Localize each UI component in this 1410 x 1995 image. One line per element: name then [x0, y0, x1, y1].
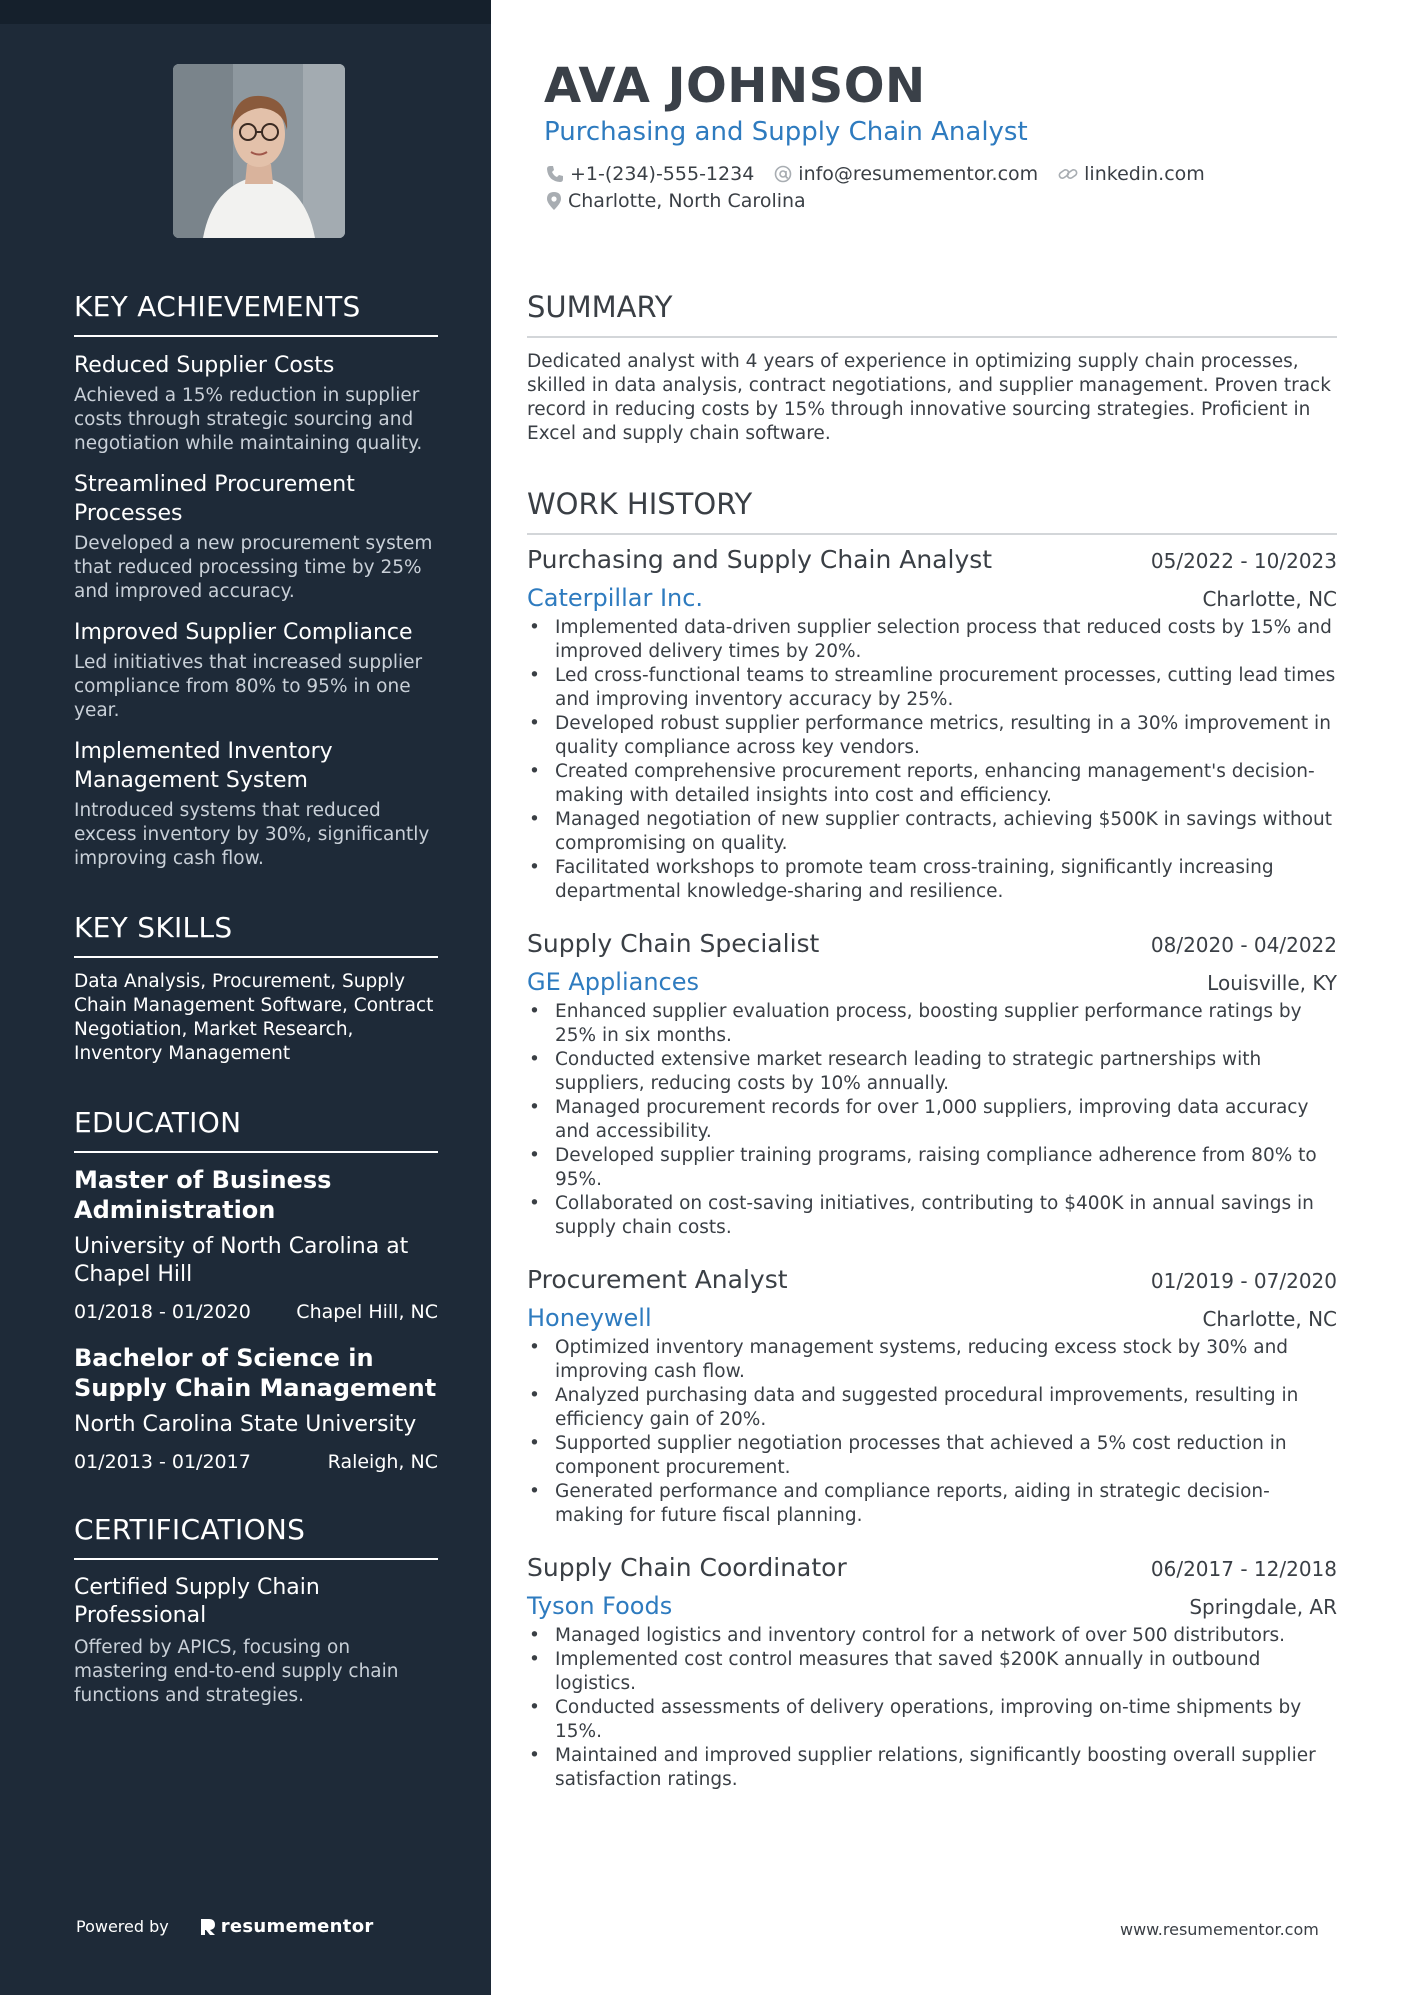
- education-heading: EDUCATION: [74, 1106, 438, 1153]
- job-bullet: • Conducted assessments of delivery operations, improving on-time shipments by 15%.: [527, 1696, 1337, 1744]
- job-entry: [527, 929, 1337, 1240]
- education-meta: [74, 1451, 438, 1473]
- job-bullets: [527, 1000, 1337, 1240]
- job-role: Purchasing and Supply Chain Analyst: [527, 545, 993, 574]
- certification-title: Certified Supply Chain Professional: [74, 1575, 320, 1628]
- sidebar: [0, 0, 491, 1995]
- contact-phone[interactable]: [546, 163, 754, 185]
- job-bullet: • Maintained and improved supplier relations, significantly boosting overall supplier satisfaction ratings.: [527, 1744, 1337, 1792]
- job-bullet: • Implemented data-driven supplier selection process that reduced costs by 15% and improved delivery times by 20%.: [527, 616, 1337, 664]
- job-bullet: • Developed supplier training programs, raising compliance adherence from 80% to 95%.: [527, 1144, 1337, 1192]
- job-bullets: [527, 1624, 1337, 1792]
- job-dates: 08/2020 - 04/2022: [1150, 933, 1337, 957]
- brand-logo[interactable]: [199, 1916, 374, 1937]
- profile-photo-image: [173, 64, 345, 238]
- contact-row-location: [546, 190, 826, 212]
- job-bullet: • Created comprehensive procurement reports, enhancing management's decision-making with detailed insights into cost and efficiency.: [527, 760, 1337, 808]
- achievements-list: [74, 351, 438, 871]
- job-bullet: • Managed procurement records for over 1,000 suppliers, improving data accuracy and accessibility.: [527, 1096, 1337, 1144]
- footer-url[interactable]: www.resumementor.com: [1120, 1920, 1319, 1939]
- achievement-title: Implemented Inventory Management System: [74, 739, 333, 793]
- job-company: GE Appliances: [527, 968, 699, 996]
- job-location: Springdale, AR: [1189, 1595, 1337, 1619]
- powered-by: [76, 1916, 374, 1937]
- resumementor-logo-icon: [199, 1917, 217, 1937]
- contact-row: [546, 163, 1225, 185]
- achievement-desc: Achieved a 15% reduction in supplier costs through strategic sourcing and negotiation while maintaining quality.: [74, 385, 423, 454]
- location-text: Charlotte, North Carolina: [568, 190, 806, 212]
- education-dates: 01/2013 - 01/2017: [74, 1451, 251, 1473]
- achievement-desc: Developed a new procurement system that reduced processing time by 25% and improved accuracy.: [74, 533, 433, 602]
- job-location: Louisville, KY: [1207, 971, 1337, 995]
- job-bullet: • Optimized inventory management systems, reducing excess stock by 30% and improving cash flow.: [527, 1336, 1337, 1384]
- job-bullets: [527, 616, 1337, 904]
- job-subheader: [527, 1304, 1337, 1332]
- sidebar-top-bar: [0, 0, 491, 24]
- job-company: Tyson Foods: [527, 1592, 673, 1620]
- education-item: [74, 1165, 438, 1323]
- education-meta: [74, 1301, 438, 1323]
- education-item: [74, 1343, 438, 1473]
- job-bullet: • Implemented cost control measures that saved $200K annually in outbound logistics.: [527, 1648, 1337, 1696]
- education-school: North Carolina State University: [74, 1412, 417, 1437]
- achievement-title: Streamlined Procurement Processes: [74, 472, 355, 526]
- job-dates: 05/2022 - 10/2023: [1150, 549, 1337, 573]
- job-role: Procurement Analyst: [527, 1265, 788, 1294]
- contact-email[interactable]: [774, 163, 1038, 185]
- job-role: Supply Chain Specialist: [527, 929, 820, 958]
- job-header: [527, 545, 1337, 574]
- job-entry: [527, 545, 1337, 904]
- phone-text: +1-(234)-555-1234: [570, 163, 755, 185]
- brand-name: resumementor: [220, 1916, 374, 1937]
- link-icon: [1058, 165, 1078, 183]
- location-pin-icon: [546, 191, 562, 211]
- candidate-name: AVA JOHNSON: [544, 58, 926, 114]
- achievement-item: [74, 618, 438, 723]
- contact-linkedin[interactable]: [1058, 163, 1205, 185]
- achievement-item: [74, 470, 438, 604]
- achievement-desc: Introduced systems that reduced excess inventory by 30%, significantly improving cash flow.: [74, 800, 430, 869]
- certification-desc: Offered by APICS, focusing on mastering end-to-end supply chain functions and strategies.: [74, 1637, 399, 1706]
- job-bullet: • Developed robust supplier performance metrics, resulting in a 30% improvement in quality compliance across key vendors.: [527, 712, 1337, 760]
- certifications-heading: CERTIFICATIONS: [74, 1513, 438, 1560]
- job-bullets: [527, 1336, 1337, 1528]
- job-bullet: • Enhanced supplier evaluation process, boosting supplier performance ratings by 25% in six months.: [527, 1000, 1337, 1048]
- certification-item: [74, 1574, 438, 1708]
- candidate-title: Purchasing and Supply Chain Analyst: [544, 117, 1028, 147]
- achievement-item: [74, 737, 438, 871]
- skills-heading: KEY SKILLS: [74, 911, 438, 958]
- job-subheader: [527, 968, 1337, 996]
- achievement-title: Improved Supplier Compliance: [74, 620, 413, 645]
- powered-by-label: Powered by: [76, 1917, 169, 1936]
- job-bullet: • Supported supplier negotiation processes that achieved a 5% cost reduction in component procurement.: [527, 1432, 1337, 1480]
- education-location: Chapel Hill, NC: [296, 1301, 438, 1323]
- job-subheader: [527, 584, 1337, 612]
- job-dates: 01/2019 - 07/2020: [1150, 1269, 1337, 1293]
- education-school: University of North Carolina at Chapel Hill: [74, 1234, 409, 1287]
- job-entry: [527, 1553, 1337, 1792]
- job-location: Charlotte, NC: [1202, 1307, 1337, 1331]
- job-bullet: • Facilitated workshops to promote team cross-training, significantly increasing departmental knowledge-sharing and resilience.: [527, 856, 1337, 904]
- summary-text: Dedicated analyst with 4 years of experience in optimizing supply chain processes, skilled in data analysis, contract negotiations, and supplier management. Proven track record in reducing costs by 15% through innovative sourcing strategies. Proficient in Excel and supply chain software.: [527, 351, 1331, 444]
- job-header: [527, 929, 1337, 958]
- contact-location: [546, 190, 806, 212]
- job-bullet: • Managed logistics and inventory control for a network of over 500 distributors.: [527, 1624, 1337, 1648]
- job-bullet: • Generated performance and compliance reports, aiding in strategic decision-making for future fiscal planning.: [527, 1480, 1337, 1528]
- job-bullet: • Led cross-functional teams to streamline procurement processes, cutting lead times and improving inventory accuracy by 25%.: [527, 664, 1337, 712]
- achievement-title: Reduced Supplier Costs: [74, 353, 335, 378]
- job-bullet: • Managed negotiation of new supplier contracts, achieving $500K in savings without compromising on quality.: [527, 808, 1337, 856]
- skills-list: Data Analysis, Procurement, Supply Chain Management Software, Contract Negotiation, Market Research, Inventory Management: [74, 971, 434, 1064]
- linkedin-text: linkedin.com: [1084, 163, 1205, 185]
- job-company: Honeywell: [527, 1304, 652, 1332]
- education-dates: 01/2018 - 01/2020: [74, 1301, 251, 1323]
- sidebar-content: [74, 290, 438, 1708]
- job-bullet: • Collaborated on cost-saving initiatives, contributing to $400K in annual savings in supply chain costs.: [527, 1192, 1337, 1240]
- job-bullet: • Analyzed purchasing data and suggested procedural improvements, resulting in efficiency gain of 20%.: [527, 1384, 1337, 1432]
- phone-icon: [546, 165, 564, 183]
- education-degree: Master of Business Administration: [74, 1166, 332, 1224]
- job-bullet: • Conducted extensive market research leading to strategic partnerships with suppliers, reducing costs by 10% annually.: [527, 1048, 1337, 1096]
- job-entry: [527, 1265, 1337, 1528]
- job-subheader: [527, 1592, 1337, 1620]
- job-location: Charlotte, NC: [1202, 587, 1337, 611]
- email-text: info@resumementor.com: [798, 163, 1039, 185]
- job-header: [527, 1265, 1337, 1294]
- achievement-item: [74, 351, 438, 456]
- achievement-desc: Led initiatives that increased supplier compliance from 80% to 95% in one year.: [74, 652, 423, 721]
- job-company: Caterpillar Inc.: [527, 584, 704, 612]
- job-header: [527, 1553, 1337, 1582]
- profile-photo: [173, 64, 345, 238]
- education-degree: Bachelor of Science in Supply Chain Management: [74, 1344, 437, 1402]
- achievements-heading: KEY ACHIEVEMENTS: [74, 290, 438, 337]
- job-role: Supply Chain Coordinator: [527, 1553, 847, 1582]
- job-dates: 06/2017 - 12/2018: [1150, 1557, 1337, 1581]
- education-location: Raleigh, NC: [327, 1451, 438, 1473]
- work-history-heading: WORK HISTORY: [527, 487, 1337, 535]
- at-sign-icon: [774, 165, 792, 183]
- summary-heading: SUMMARY: [527, 290, 1337, 338]
